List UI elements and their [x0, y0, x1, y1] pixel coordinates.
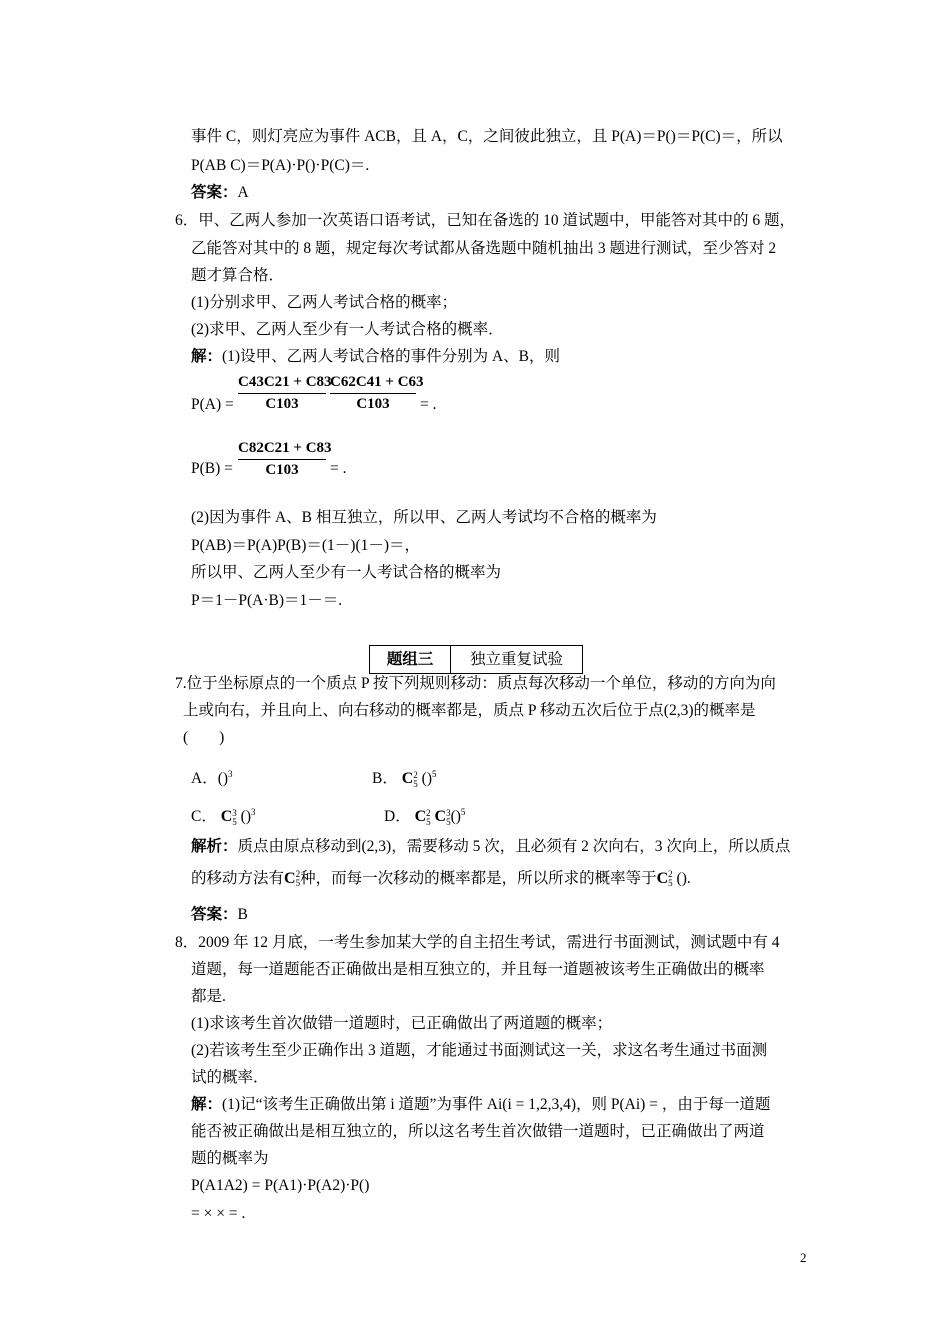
explanation-text: 的移动方法有: [191, 870, 285, 887]
text-line: (1)分别求甲、乙两人考试合格的概率；: [191, 294, 458, 311]
text-line: 都是.: [191, 988, 226, 1005]
combination-indices: 2 5: [668, 869, 673, 889]
text-line: (2)求甲、乙两人至少有一人考试合格的概率．: [191, 321, 504, 338]
text-line: = × × = .: [191, 1205, 246, 1222]
answer-label: 答案：: [191, 906, 238, 923]
combination-indices: 2 5: [295, 869, 301, 889]
text-line: 事件 C，则灯亮应为事件 ACB，且 A，C，之间彼此独立，且 P(A)＝P()＝P(C)＝，所以: [191, 128, 783, 145]
option-c-label: C．: [191, 808, 217, 826]
text-line: 道题，每一道题能否正确做出是相互独立的，并且每一道题被该考生正确做出的概率: [191, 961, 765, 978]
combination-symbol: C: [434, 808, 447, 826]
text-line: 题的概率为: [191, 1150, 269, 1167]
fraction-denominator: C103: [265, 462, 299, 478]
option-b: B． C 2 5 ()$^5$: [372, 769, 437, 789]
option-a-text: A．(): [191, 770, 229, 788]
solution-text: (1)记“该考生正确做出第 i 道题”为事件 Ai(i = 1,2,3,4)，则 P(Ai) = ，由于每一道题: [222, 1096, 771, 1113]
text-line: P(AB C)＝P(A)·P()·P(C)＝.: [191, 157, 370, 174]
exponent: 3: [250, 807, 256, 817]
solution-line: [191, 346, 560, 368]
text-line: 题才算合格．: [191, 267, 285, 284]
formula-tail: = .: [330, 460, 347, 477]
fraction: [238, 374, 332, 413]
text-line: 试的概率．: [191, 1069, 269, 1086]
combination-symbol: C: [220, 808, 233, 826]
question-7: 7.位于坐标原点的一个质点 P 按下列规则移动：质点每次移动一个单位，移动的方向为向: [175, 675, 776, 692]
text-line: ( ): [183, 729, 225, 746]
section-label: 题组三: [370, 646, 451, 673]
answer-label: 答案：: [191, 184, 238, 201]
option-c: C． C 3 5 ()$^3$: [191, 807, 256, 827]
question-6: 6．甲、乙两人参加一次英语口语考试，已知在备选的 10 道试题中，甲能答对其中的 6 题，: [175, 212, 796, 229]
formula-lhs: P(A) =: [191, 396, 234, 413]
fraction-denominator: C103: [356, 396, 390, 412]
text-line: 乙能答对其中的 8 题，规定每次考试都从备选题中随机抽出 3 题进行测试，至少答对 2: [191, 240, 777, 257]
option-d-label: D．: [384, 808, 411, 826]
explanation-label: 解析：: [191, 838, 238, 855]
combination-indices: 2 5: [426, 807, 431, 827]
option-b-label: B．: [372, 770, 398, 788]
formula-tail: = .: [420, 396, 437, 413]
fraction-numerator: C43C21 + C83: [238, 374, 332, 390]
combination-indices: 3 5: [446, 807, 451, 827]
exponent: 3: [228, 769, 233, 779]
combination-symbol: C: [414, 808, 427, 826]
combination-symbol: C: [284, 870, 296, 887]
explanation-line: [191, 836, 790, 858]
fraction-denominator: C103: [265, 396, 299, 412]
text-line: (1)求该考生首次做错一道题时，已正确做出了两道题的概率；: [191, 1015, 613, 1032]
text-line: P(A1A2) = P(A1)·P(A2)·P(): [191, 1177, 370, 1194]
explanation-text: ().: [676, 870, 691, 887]
explanation-text: 种，而每一次移动的概率都是，所以所求的概率等于: [300, 870, 657, 887]
fraction-bar: [238, 393, 326, 394]
fraction-numerator: C82C21 + C83: [238, 440, 332, 456]
page-number: 2: [800, 1250, 807, 1265]
text-line: P(AB)＝P(A)P(B)＝(1－)(1－)＝，: [191, 537, 421, 554]
combination-indices: 3 5: [232, 807, 237, 827]
combination-symbol: C: [656, 870, 669, 887]
solution-line: [191, 1094, 770, 1116]
fraction-bar: [238, 459, 326, 460]
answer-line: [191, 904, 248, 926]
option-d: D． C 2 5 C 3 5 ()$^5$: [384, 807, 466, 827]
question-8: 8．2009 年 12 月底，一考生参加某大学的自主招生考试，需进行书面测试，测试题中有 4: [175, 934, 780, 951]
answer-line: [191, 182, 249, 204]
answer-value: B: [237, 906, 248, 923]
exponent: 5: [431, 769, 437, 779]
text-line: (2)若该考生至少正确作出 3 道题，才能通过书面测试这一关，求这名考生通过书面测: [191, 1042, 768, 1059]
text-line: 能否被正确做出是相互独立的，所以这名考生首次做错一道题时，已正确做出了两道: [191, 1123, 765, 1140]
fraction: [330, 374, 424, 413]
combination-symbol: C: [401, 770, 414, 788]
solution-label: 解：: [191, 1096, 223, 1113]
text-line: P＝1－P(A·B)＝1－＝.: [191, 592, 343, 609]
section-header-box: [369, 645, 583, 674]
fraction-numerator: C62C41 + C63: [330, 374, 424, 390]
section-title: 独立重复试验: [469, 651, 563, 668]
exponent: 5: [460, 807, 466, 817]
text-line: 所以甲、乙两人至少有一人考试合格的概率为: [191, 564, 502, 581]
solution-label: 解：: [191, 348, 223, 365]
option-a: [191, 763, 233, 790]
fraction: [238, 440, 332, 479]
formula-lhs: P(B) =: [191, 460, 233, 477]
answer-value: A: [237, 184, 249, 201]
explanation-text: 质点由原点移动到(2,3)，需要移动 5 次，且必须有 2 次向右，3 次向上，所以质点: [237, 838, 791, 855]
text-line: 上或向右，并且向上、向右移动的概率都是，质点 P 移动五次后位于点(2,3)的概率是: [183, 702, 756, 719]
combination-indices: 2 5: [413, 769, 418, 789]
fraction-bar: [330, 393, 416, 394]
text-line: (2)因为事件 A、B 相互独立，所以甲、乙两人考试均不合格的概率为: [191, 509, 657, 526]
solution-text: (1)设甲、乙两人考试合格的事件分别为 A、B，则: [222, 348, 560, 365]
explanation-line: [191, 868, 691, 890]
